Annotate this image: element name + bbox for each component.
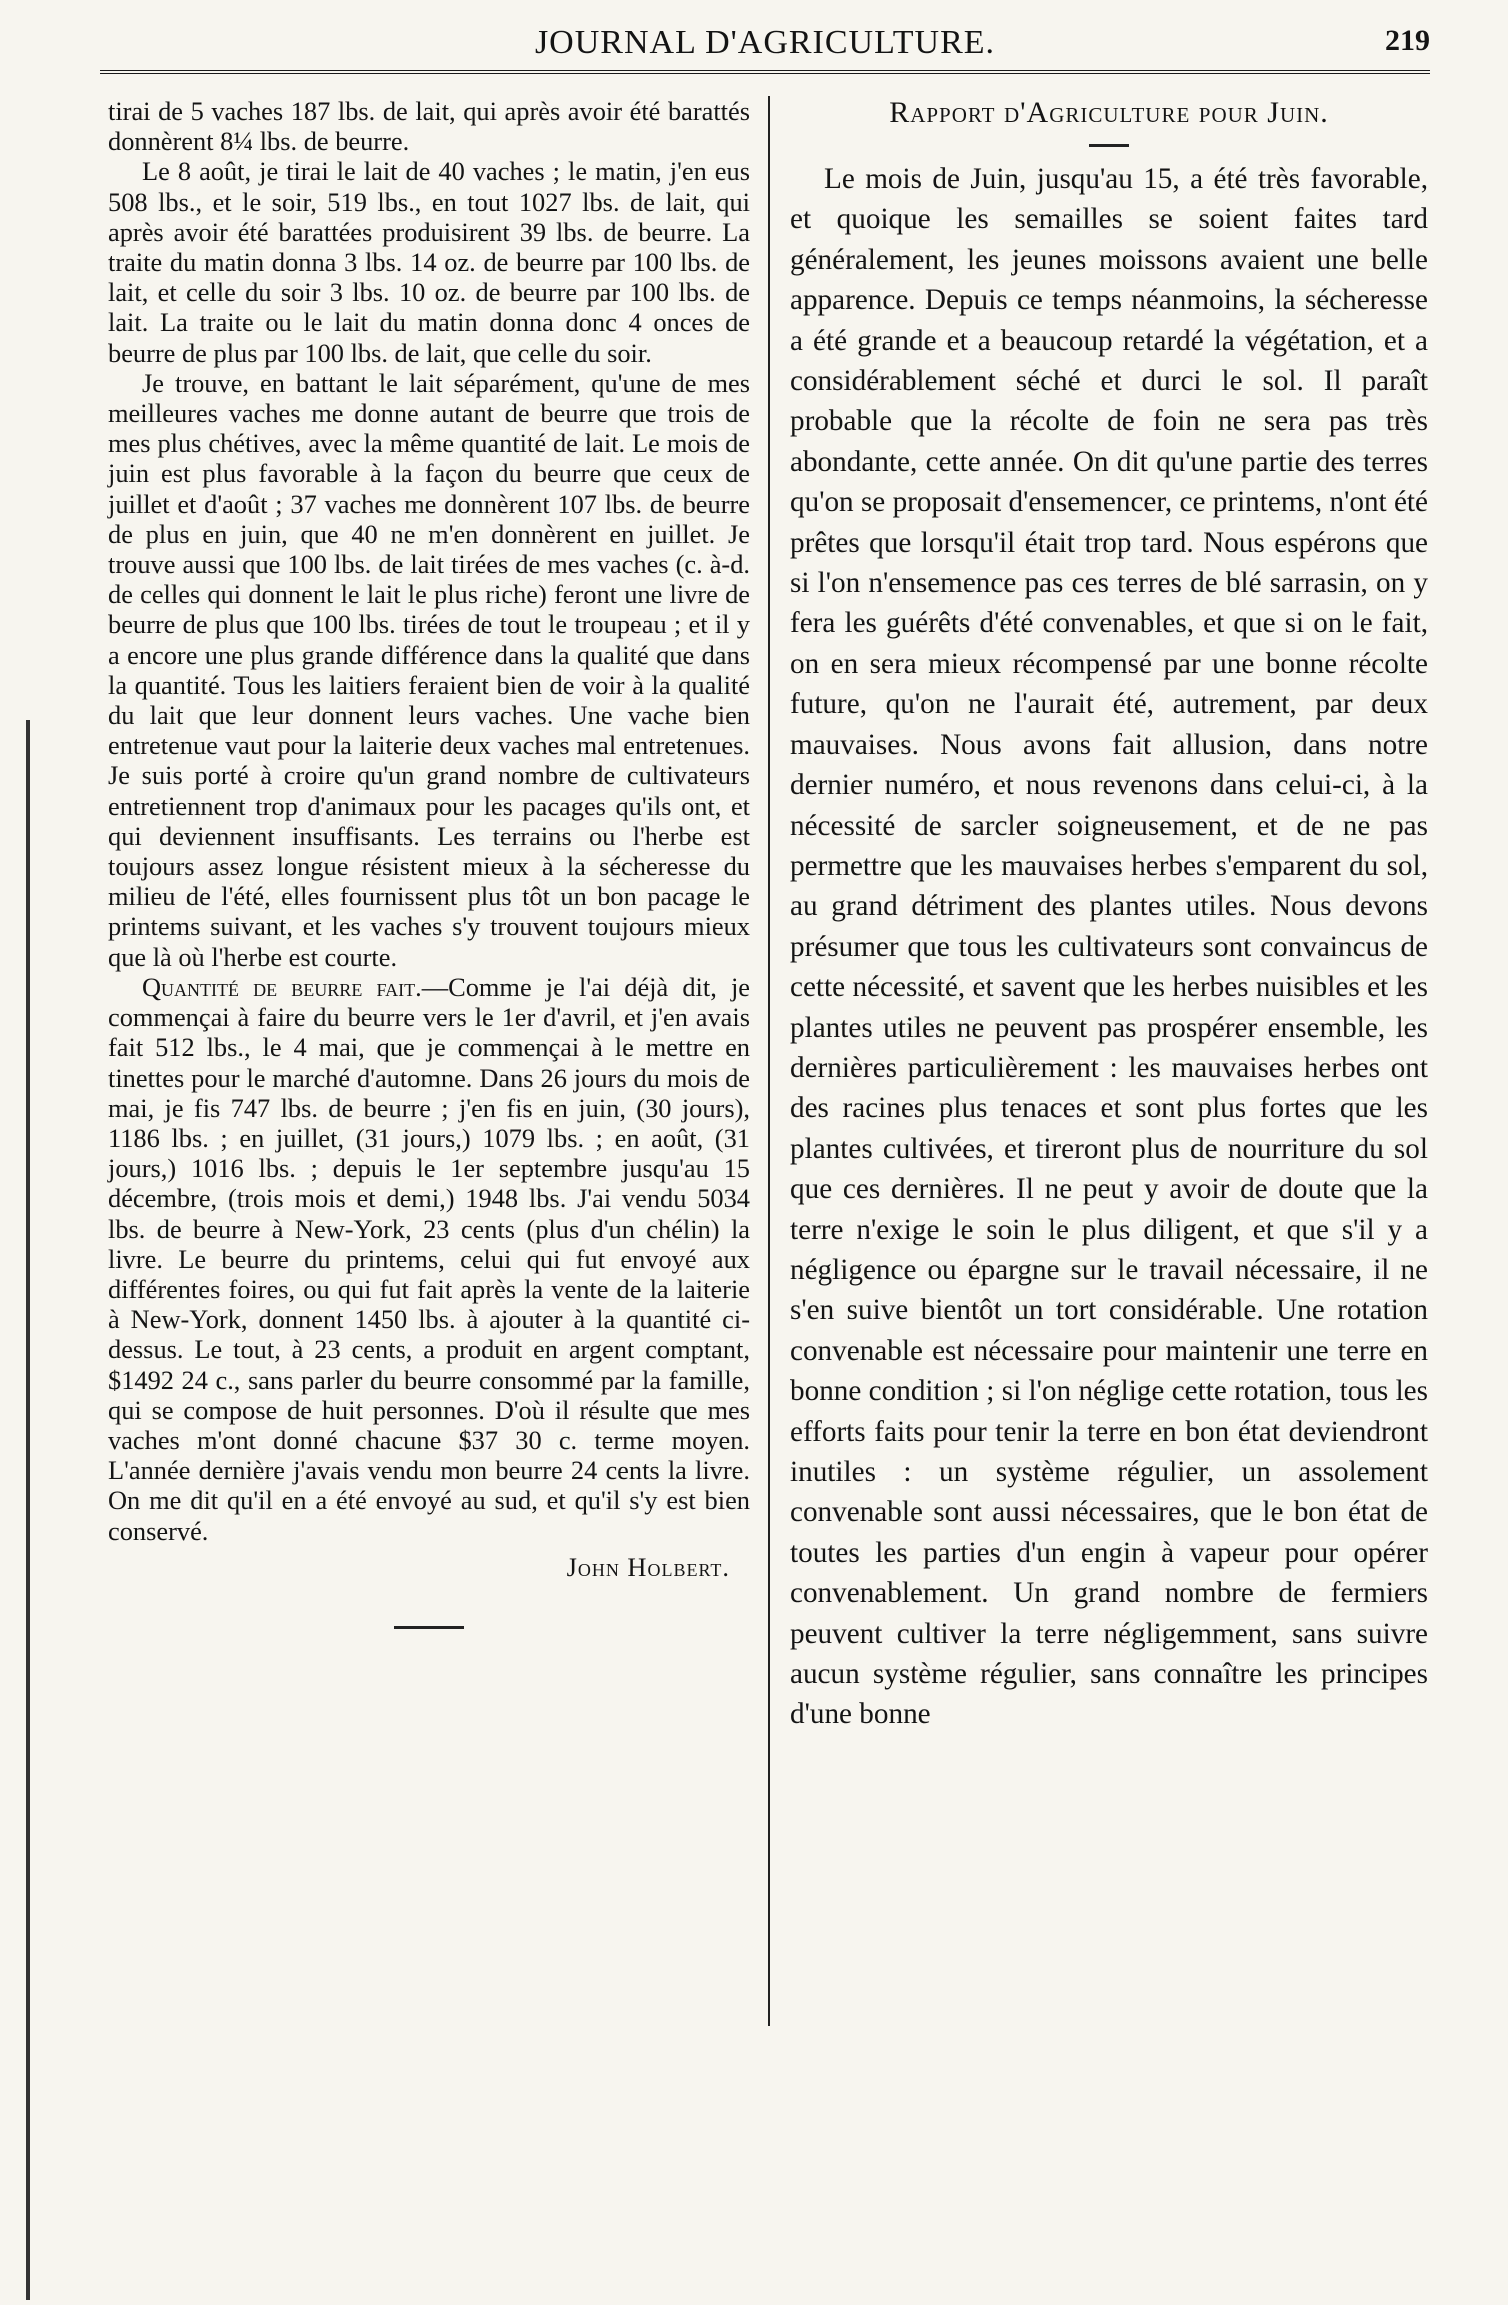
right-column [790, 96, 1428, 1735]
margin-scan-mark [26, 720, 30, 2300]
paragraph-continuation: tirai de 5 vaches 187 lbs. de lait, qui après avoir été barattés donnèrent 8¼ lbs. de beurre. [108, 96, 750, 157]
title-rule [1089, 144, 1129, 147]
journal-title: JOURNAL D'AGRICULTURE. [534, 24, 996, 61]
section-lead: Quantité de beurre fait. [142, 971, 422, 1002]
article-body: Le mois de Juin, jusqu'au 15, a été très favorable, et quoique les semailles se soient faites tard généralement, les jeunes moissons avaient une belle apparence. Depuis ce temps néanmoins, la sécheresse a été grande et a beaucoup retardé la végétation, et a considérablement séché et durci le sol. Il paraît probable que la récolte de foin ne sera pas très abondante, cette année. On dit qu'une partie des terres qu'on se proposait d'ensemencer, ce printems, n'ont été prêtes que lorsqu'il était trop tard. Nous espérons que si l'on n'ensemence pas ces terres de blé sarrasin, on y fera les guérêts d'été convenables, et que si on le fait, on en sera mieux récompensé par une bonne récolte future, qu'on ne l'aurait été, autrement, par deux mauvaises. Nous avons fait allusion, dans notre dernier numéro, et nous revenons dans celui-ci, à la nécessité de sarcler soigneusement, et de ne pas permettre que les mauvaises herbes s'emparent du sol, au grand détriment des plantes utiles. Nous devons présumer que tous les cultivateurs sont convaincus de cette nécessité, et savent que les herbes nuisibles et les plantes utiles ne peuvent pas prospérer ensemble, les dernières particulièrement : les mauvaises herbes ont des racines plus tenaces et sont plus fortes que les plantes cultivées, et tireront plus de nourriture du sol que ces dernières. Il ne peut y avoir de doute que la terre n'exige le soin le plus diligent, et que s'il y a négligence ou épargne sur le travail nécessaire, il ne s'en suive bientôt un tort considérable. Une rotation convenable est nécessaire pour maintenir une terre en bonne condition ; si l'on néglige cette rotation, tous les efforts faits pour tenir la terre en bon état deviendront inutiles : un système régulier, un assolement convenable sont aussi nécessaires, que le bon état de toutes les parties d'un engin à vapeur pour opérer convenablement. Un grand nombre de fermiers peuvent cultiver la terre négligemment, sans suivre aucun système régulier, sans connaître les principes d'une bonne [790, 163, 1428, 1731]
column-divider [768, 96, 770, 2026]
header-rule [100, 70, 1430, 74]
left-column [108, 96, 750, 1629]
page-header [100, 24, 1430, 84]
paragraph-separate-churning: Je trouve, en battant le lait séparément, qu'une de mes meilleures vaches me donne autant de beurre que trois de mes plus chétives, avec la même quantité de lait. Le mois de juin est plus favorable à la façon du beurre que ceux de juillet et d'août ; 37 vaches me donnèrent 107 lbs. de beurre de plus en juin, que 40 ne m'en donnèrent en juillet. Je trouve aussi que 100 lbs. de lait tirées de mes vaches (c. à-d. de celles qui donnent le lait le plus riche) feront une livre de beurre de plus que 100 lbs. tirées de tout le troupeau ; et il y a encore une plus grande différence dans la qualité que dans la quantité. Tous les laitiers feraient bien de voir à la qualité du lait que leur donnent leurs vaches. Une vache bien entretenue vaut pour la laiterie deux vaches mal entretenues. Je suis porté à croire qu'un grand nombre de cultivateurs entretiennent trop d'animaux pour les pacages qu'ils ont, et qui deviennent insuffisants. Les terrains ou l'herbe est toujours assez longue résistent mieux à la sécheresse du milieu de l'été, elles fournissent plus tôt un bon pacage le printems suivant, et les vaches s'y trouvent toujours mieux que là où l'herbe est courte. [108, 367, 750, 972]
page-number: 219 [1385, 24, 1430, 57]
section-body: —Comme je l'ai déjà dit, je commençai à faire du beurre vers le 1er d'avril, et j'en avais fait 512 lbs., le 4 mai, que je commençai à le mettre en tinettes pour le marché d'automne. Dans 26 jours du mois de mai, je fis 747 lbs. de beurre ; j'en fis en juin, (30 jours), 1186 lbs. ; en juillet, (31 jours,) 1079 lbs. ; en août, (31 jours,) 1016 lbs. ; depuis le 1er septembre jusqu'au 15 décembre, (trois mois et demi,) 1948 lbs. J'ai vendu 5034 lbs. de beurre à New-York, 23 cents (plus d'un chélin) la livre. Le beurre du printems, celui qui fut envoyé aux différentes foires, ou qui fut fait après la vente de la laiterie à New-York, donnent 1450 lbs. à ajouter à la quantité ci-dessus. Le tout, à 23 cents, a produit en argent comptant, $1492 24 c., sans parler du beurre consommé par la famille, qui se compose de huit personnes. D'où il résulte que mes vaches m'ont donné chacune $37 30 c. terme moyen. L'année dernière j'avais vendu mon beurre 24 cents la livre. On me dit qu'il en a été envoyé au sud, et qu'il s'y est bien conservé. [108, 971, 750, 1546]
paragraph-butter-quantity [108, 972, 750, 1546]
article-title: Rapport d'Agriculture pour Juin. [889, 96, 1329, 129]
author-signature: John Holbert. [566, 1551, 730, 1582]
paragraph-august-milking: Le 8 août, je tirai le lait de 40 vaches ; le matin, j'en eus 508 lbs., et le soir, 519 lbs., en tout 1027 lbs. de lait, qui après avoir été barattées produisirent 39 lbs. de beurre. La traite du matin donna 3 lbs. 14 oz. de beurre par 100 lbs. de lait, et celle du soir 3 lbs. 10 oz. de beurre par 100 lbs. de lait. La traite ou le lait du matin donna donc 4 onces de beurre de plus par 100 lbs. de lait, que celle du soir. [108, 156, 750, 368]
article-end-rule [394, 1626, 464, 1629]
